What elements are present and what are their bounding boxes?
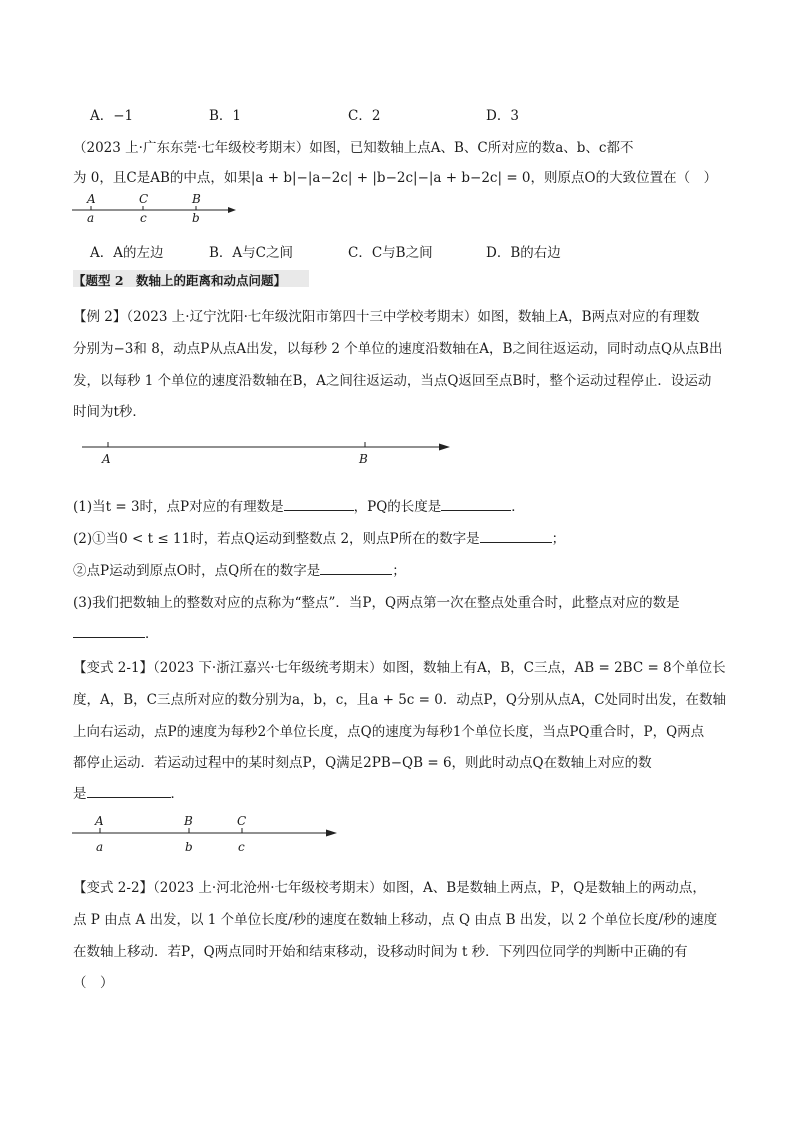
point-label-b: B [184, 814, 193, 828]
option-a: A．−1 [90, 108, 134, 124]
example-2-line4: 时间为t秒． [73, 404, 146, 420]
value-label-a: a [87, 211, 95, 225]
variant-1-3-option-c: C．C与B之间 [348, 245, 433, 261]
point-label-b: B [192, 192, 201, 206]
point-label-a: A [95, 814, 104, 828]
example-2-line1: 【例 2】（2023 上·辽宁沈阳·七年级沈阳市第四十三中学校考期末）如图，数轴上A，B两点对应的有理数 [73, 309, 700, 325]
variant-1-3-option-a: A．A的左边 [90, 245, 164, 261]
example-2-line2: 分别为−3和 8，动点P从点A出发，以每秒 2 个单位的速度沿数轴在A，B之间往返运动，同时动点Q从点B出 [73, 341, 723, 357]
question-3: (3)我们把数轴上的整数对应的点称为“整点”．当P，Q两点第一次在整点处重合时，此整点对应的数是 [73, 595, 680, 611]
number-line-example-2 [80, 438, 460, 472]
answer-blank-1b[interactable] [441, 497, 511, 511]
question-2-part-1: (2)①当0 < t ≤ 11时，若点Q运动到整数点 2，则点P所在的数字是 ； [73, 531, 566, 547]
option-b: B．1 [209, 108, 242, 124]
variant-2-1-line4: 都停止运动．若运动过程中的某时刻点P，Q满足2PB−QB = 6，则此时动点Q在数轴上对应的数 [73, 755, 652, 771]
variant-2-1-line2: 度，A，B，C三点所对应的数分别为a，b，c，且a + 5c = 0．动点P，Q分别从点A，C处同时出发，在数轴 [73, 692, 727, 708]
number-line-1-3 [70, 190, 240, 226]
point-label-c: C [237, 814, 247, 828]
section-heading: 【题型 2 数轴上的距离和动点问题】 [73, 273, 287, 288]
answer-blank-2b[interactable] [320, 561, 392, 575]
question-3-answer: ． [73, 622, 159, 642]
variant-2-1-line1: 【变式 2-1】（2023 下·浙江嘉兴·七年级统考期末）如图，数轴上有A，B，C三点，AB = 2BC = 8个单位长 [73, 660, 726, 676]
value-label-b: b [185, 840, 193, 854]
variant-1-3-option-b: B．A与C之间 [209, 245, 293, 261]
variant-2-2-line3: 在数轴上移动．若P，Q两点同时开始和结束移动，设移动时间为 t 秒．下列四位同学的判断中正确的有 [73, 944, 688, 960]
variant-1-3-line2: 为 0，且C是AB的中点，如果|a + b|−|a−2c| + |b−2c|−|a + b−2c| = 0，则原点O的大致位置在（ ） [73, 170, 718, 186]
variant-2-2-line4: （ ） [73, 975, 114, 991]
number-line-2-1 [70, 812, 345, 856]
answer-blank-2-1[interactable] [87, 784, 171, 798]
value-label-a: a [96, 840, 104, 854]
variant-2-1-line5: 是 ． [73, 786, 184, 802]
example-2-line3: 发，以每秒 1 个单位的速度沿数轴在B，A之间往返运动，当点Q返回至点B时，整个运动过程停止．设运动 [73, 373, 712, 389]
question-2-part-2: ②点P运动到原点O时，点Q所在的数字是 ； [73, 563, 406, 579]
value-label-c: c [140, 211, 147, 225]
variant-2-2-line1: 【变式 2-2】（2023 上·河北沧州·七年级校考期末）如图，A、B是数轴上两点，P，Q是数轴上的两动点， [73, 880, 706, 896]
point-label-a: A [102, 452, 111, 466]
answer-blank-1a[interactable] [284, 497, 354, 511]
option-c: C．2 [348, 108, 381, 124]
variant-1-3-option-d: D．B的右边 [486, 245, 561, 261]
option-d: D．3 [486, 108, 519, 124]
point-label-c: C [139, 192, 149, 206]
variant-1-3-line1: （2023 上·广东东莞·七年级校考期末）如图，已知数轴上点A、B、C所对应的数a、b、c都不 [73, 140, 634, 156]
answer-blank-3[interactable] [73, 624, 145, 638]
point-label-b: B [359, 452, 368, 466]
variant-2-2-line2: 点 P 由点 A 出发，以 1 个单位长度/秒的速度在数轴上移动，点 Q 由点 B 出发，以 2 个单位长度/秒的速度 [73, 912, 718, 928]
point-label-a: A [87, 192, 96, 206]
value-label-b: b [192, 211, 200, 225]
answer-blank-2a[interactable] [480, 529, 552, 543]
value-label-c: c [238, 840, 245, 854]
question-1: (1)当t = 3时，点P对应的有理数是 ，PQ的长度是 ． [73, 499, 525, 515]
variant-2-1-line3: 上向右运动，点P的速度为每秒2个单位长度，点Q的速度为每秒1个单位长度，当点PQ重合时，P，Q两点 [73, 724, 705, 740]
